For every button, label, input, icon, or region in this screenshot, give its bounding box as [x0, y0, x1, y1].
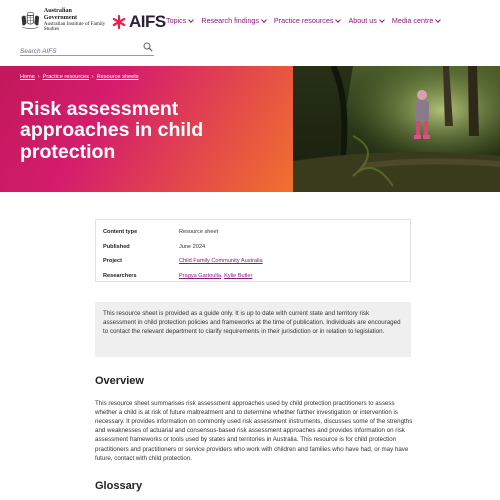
nav-label: Topics — [166, 16, 187, 25]
nav-media-centre[interactable] — [392, 16, 441, 25]
meta-value: Resource sheet — [179, 229, 219, 236]
chevron-down-icon — [379, 17, 385, 23]
australian-government-logo[interactable] — [20, 8, 106, 36]
chevron-down-icon — [436, 17, 442, 23]
chevron-down-icon — [336, 17, 342, 23]
meta-row-project — [103, 254, 403, 269]
breadcrumb — [20, 74, 139, 80]
chevron-down-icon — [261, 17, 267, 23]
nav-research-findings[interactable] — [201, 16, 266, 25]
nav-about-us[interactable] — [348, 16, 383, 25]
hero-photo — [293, 66, 500, 192]
page-title: Risk assessment approaches in child protection — [20, 98, 204, 163]
chevron-right-icon: › — [91, 74, 94, 80]
gov-name: Australian Government — [43, 7, 78, 21]
researcher-link[interactable]: Pragya Gartoulla — [179, 272, 221, 279]
researcher-link[interactable]: Kylie Butler — [224, 272, 253, 279]
chevron-down-icon — [189, 17, 195, 23]
search-box — [20, 40, 154, 56]
aifs-wordmark: AIFS — [129, 12, 166, 31]
separator: , — [220, 272, 223, 279]
search-input[interactable] — [20, 44, 138, 59]
overview-heading: Overview — [95, 375, 144, 387]
overview-paragraph: This resource sheet summarises risk assessment approaches used by child protection practitioners to assess whether a child is at risk of future maltreatment and to determine whether further investigation or intervention is necessary. It provides information on commonly used risk assessment instruments, discusses some of the strengths and weaknesses of actuarial and consensus-based risk assessment approaches and provides information on risk assessment frameworks or tools used by states and territories in Australia. This resource is for child protection practitioners and practitioners or service providers who work with children and families who have had, or may have future, contact with child protection. — [95, 400, 413, 462]
site-header — [0, 0, 500, 66]
nav-label: Practice resources — [273, 16, 334, 25]
nav-topics[interactable] — [166, 16, 193, 25]
nav-label: Media centre — [391, 16, 434, 25]
coat-of-arms-icon — [20, 8, 41, 34]
meta-label: Project — [103, 258, 122, 265]
nav-label: Research findings — [201, 16, 259, 25]
meta-label: Researchers — [103, 272, 137, 279]
hero-banner — [0, 66, 500, 192]
main-nav — [166, 16, 448, 25]
nav-practice-resources[interactable] — [274, 16, 341, 25]
meta-value: June 2024 — [179, 243, 206, 250]
breadcrumb-resource-sheets[interactable]: Resource sheets — [96, 74, 139, 80]
hero-gradient-panel — [0, 66, 293, 192]
nav-label: About us — [348, 16, 377, 25]
breadcrumb-home[interactable]: Home — [20, 74, 35, 80]
meta-row-content-type — [103, 225, 403, 240]
meta-label: Content type — [103, 229, 138, 236]
disclaimer-notice: This resource sheet is provided as a guide only. It is up to date with current state and territory risk assessment in child protection policies and frameworks at the time of publication. Individuals are encouraged to contact the relevant department to clarify requirements in their jurisdiction or in relation to legislation. — [95, 302, 411, 357]
forest-child-image — [293, 66, 500, 192]
meta-row-published — [103, 240, 403, 255]
aifs-logo[interactable] — [111, 12, 166, 32]
meta-row-researchers — [103, 269, 403, 284]
breadcrumb-practice-resources[interactable]: Practice resources — [42, 74, 89, 80]
project-link[interactable]: Child Family Community Australia — [179, 258, 263, 265]
resource-metadata — [95, 219, 411, 282]
aifs-star-icon — [111, 14, 127, 30]
meta-label: Published — [103, 243, 130, 250]
glossary-heading: Glossary — [95, 480, 143, 492]
chevron-right-icon: › — [37, 74, 40, 80]
agency-name: Australian Institute of Family Studies — [43, 21, 106, 33]
search-icon[interactable] — [143, 42, 153, 52]
